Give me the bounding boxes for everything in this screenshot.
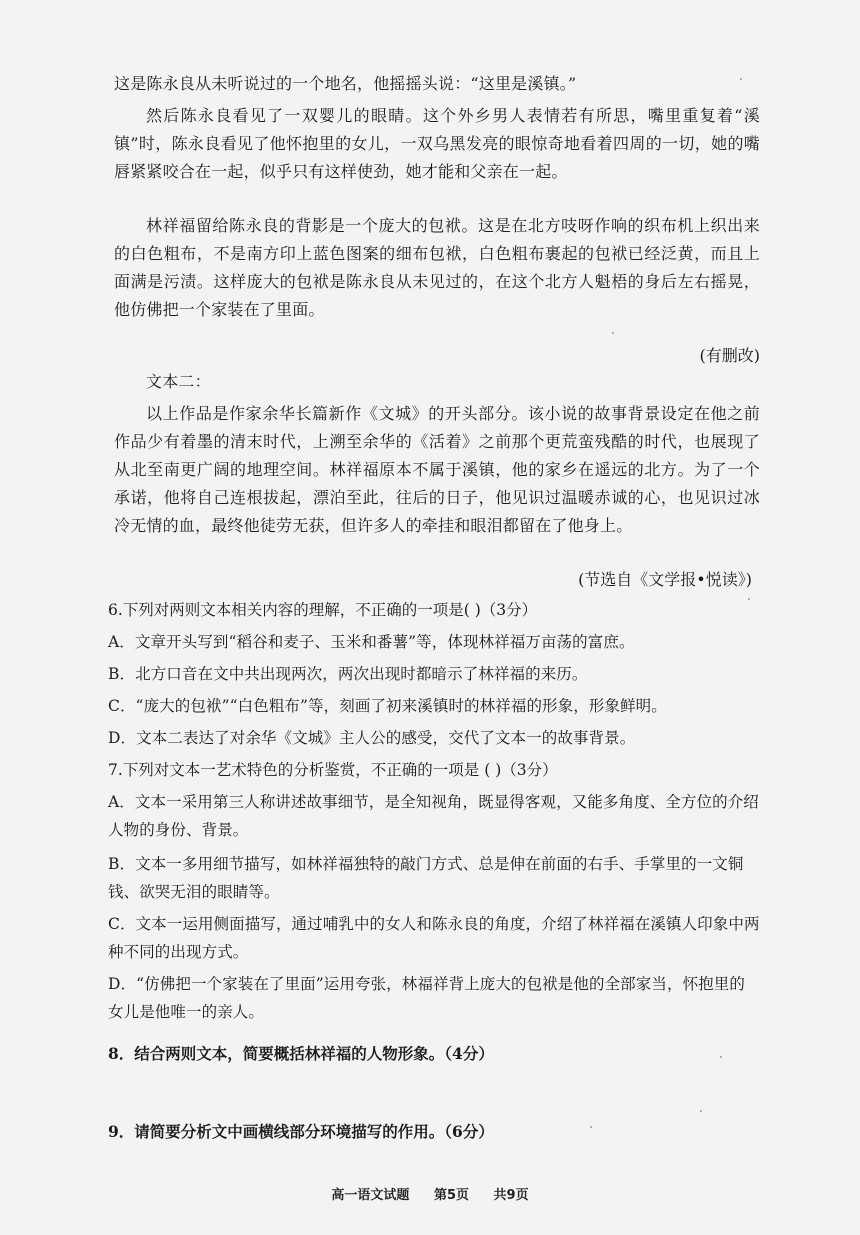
passage1-paragraph-2: 然后陈永良看见了一双婴儿的眼睛。这个外乡男人表情若有所思，嘴里重复着“溪镇”时，陈永良看见了他怀抱里的女儿，一双乌黑发亮的眼惊奇地看着四周的一切，她的嘴唇紧紧咬合在一起，似乎只有这样使劲，她才能和父亲在一起。 — [114, 106, 760, 181]
edit-note: (有删改) — [699, 346, 760, 365]
footer-page-number: 第5页 — [433, 1188, 469, 1203]
question-7-option-b: B．文本一多用细节描写，如林祥福独特的敲门方式、总是伸在前面的右手、手掌里的一文铜钱、欲哭无泪的眼睛等。 — [108, 855, 744, 901]
passage1-paragraph-1: 这是陈永良从未听说过的一个地名，他摇摇头说：“这里是溪镇。” — [114, 74, 577, 93]
scan-speck — [748, 598, 750, 600]
passage2-source: (节选自《文学报•悦读》) — [578, 570, 752, 589]
question-6-option-a: A．文章开头写到“稻谷和麦子、玉米和番薯”等，体现林祥福万亩荡的富庶。 — [108, 633, 635, 651]
question-6-stem: 6.下列对两则文本相关内容的理解，不正确的一项是( )（3分） — [108, 601, 538, 619]
question-8: 8．结合两则文本，简要概括林祥福的人物形象。（4分） — [108, 1044, 494, 1063]
scan-speck — [740, 78, 742, 80]
footer-total-pages: 共9页 — [493, 1188, 529, 1203]
scan-speck — [720, 1056, 722, 1058]
scan-speck — [590, 1126, 592, 1128]
passage2-heading: 文本二： — [146, 372, 211, 391]
question-7-option-c: C．文本一运用侧面描写，通过哺乳中的女人和陈永良的角度，介绍了林祥福在溪镇人印象中两种不同的出现方式。 — [108, 915, 760, 961]
question-9: 9．请简要分析文中画横线部分环境描写的作用。（6分） — [108, 1122, 494, 1141]
scan-speck — [612, 332, 614, 334]
scan-speck — [700, 1110, 702, 1112]
question-6-option-b: B．北方口音在文中共出现两次，两次出现时都暗示了林祥福的来历。 — [108, 665, 588, 683]
question-6-option-c: C．“庞大的包袱”“白色粗布”等，刻画了初来溪镇时的林祥福的形象，形象鲜明。 — [108, 697, 667, 715]
question-7-stem: 7.下列对文本一艺术特色的分析鉴赏，不正确的一项是 ( )（3分） — [108, 761, 558, 779]
question-6-option-d: D．文本二表达了对余华《文城》主人公的感受，交代了文本一的故事背景。 — [108, 729, 636, 747]
passage2-body: 以上作品是作家余华长篇新作《文城》的开头部分。该小说的故事背景设定在他之前作品少有着墨的清末时代，上溯至余华的《活着》之前那个更荒蛮残酷的时代，也展现了从北至南更广阔的地理空间。林祥福原本不属于溪镇，他的家乡在遥远的北方。为了一个承诺，他将自己连根拔起，漂泊至此，往后的日子，他见识过温暖赤诚的心，也见识过冰冷无情的血，最终他徒劳无获，但许多人的牵挂和眼泪都留在了他身上。 — [114, 404, 760, 535]
question-7-option-d: D．“仿佛把一个家装在了里面”运用夸张，林福祥背上庞大的包袱是他的全部家当，怀抱里的女儿是他唯一的亲人。 — [108, 975, 745, 1021]
passage1-paragraph-3: 林祥福留给陈永良的背影是一个庞大的包袱。这是在北方吱呀作响的织布机上织出来的白色粗布，不是南方印上蓝色图案的细布包袱，白色粗布裹起的包袱已经泛黄，而且上面满是污渍。这样庞大的包袱是陈永良从未见过的，在这个北方人魁梧的身后左右摇晃，他仿佛把一个家装在了里面。 — [114, 216, 760, 319]
footer-subject: 高一语文试题 — [331, 1188, 410, 1203]
question-7-option-a: A．文本一采用第三人称讲述故事细节，是全知视角，既显得客观，又能多角度、全方位的介绍人物的身份、背景。 — [108, 793, 759, 839]
page-footer — [0, 1184, 860, 1203]
